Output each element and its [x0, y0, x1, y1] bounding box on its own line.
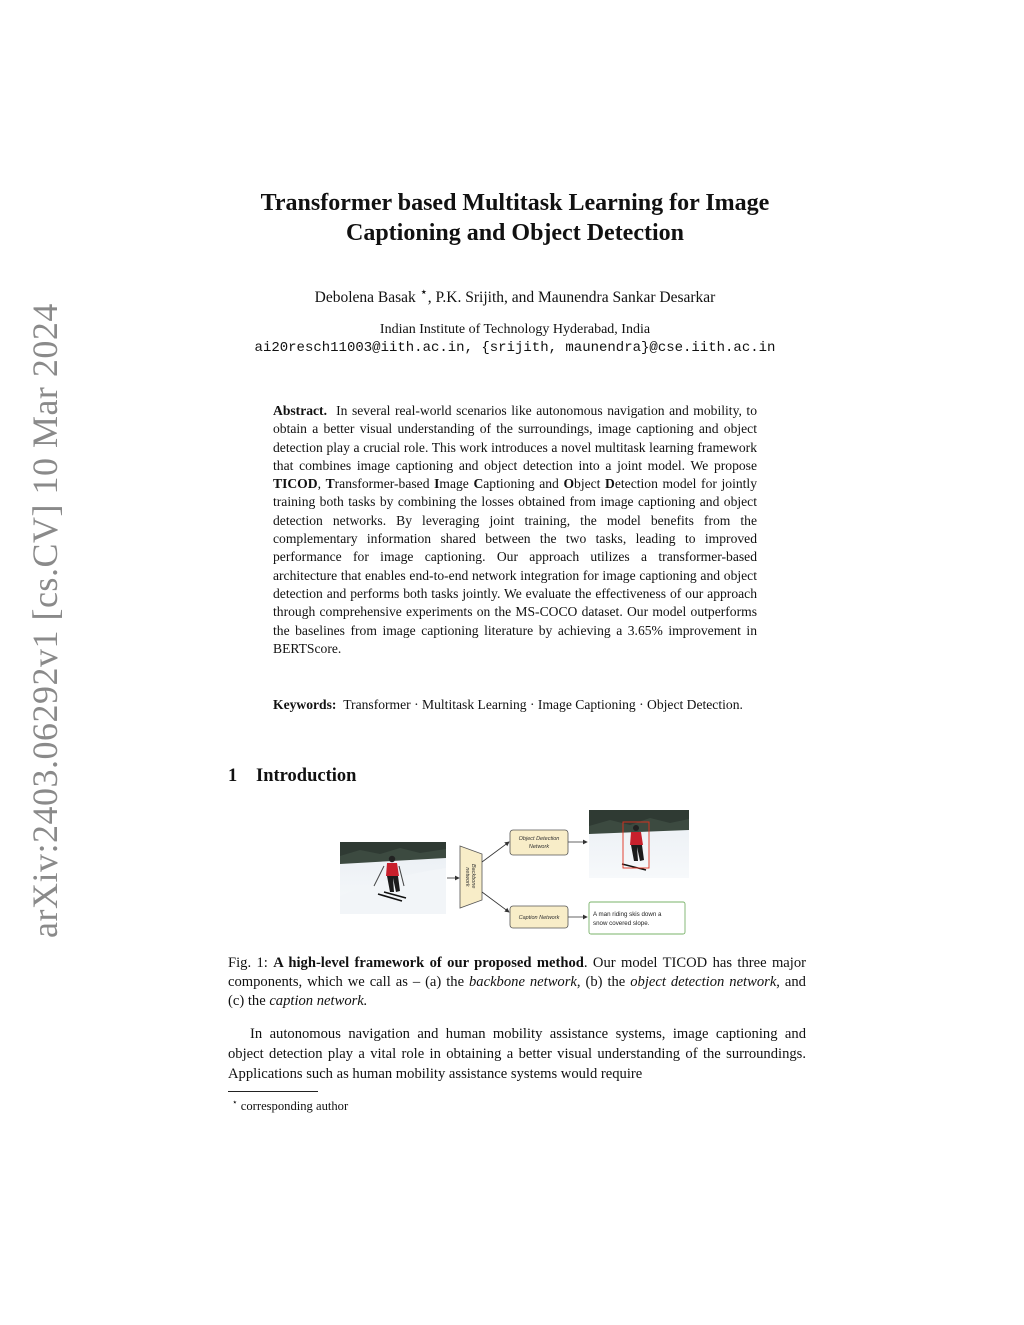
figure-caption-od: object detection network — [630, 974, 777, 990]
acronym-c: C — [473, 476, 484, 492]
acronym-i: I — [434, 476, 440, 492]
acronym-o: O — [563, 476, 575, 492]
title-line-2: Captioning and Object Detection — [346, 220, 684, 246]
corresponding-author-mark: ⋆ — [419, 284, 428, 299]
title-line-1: Transformer based Multitask Learning for Image — [260, 190, 770, 216]
other-authors: , P.K. Srijith, and Maunendra Sankar Desarkar — [427, 289, 716, 307]
figure-caption-text-2: , (b) the — [576, 974, 631, 990]
intro-paragraph: In autonomous navigation and human mobility assistance systems, image captioning and object detection play a vital role in obtaining a better visual understanding of the surroundings. Applications such as human mobility assistance systems would require — [228, 1026, 806, 1082]
ticod-name: TICOD — [273, 476, 318, 492]
abstract-sep: , — [317, 476, 326, 492]
abstract-text-2: etection model for jointly training both tasks by combining the losses obtained from image captioning and object detection networks. By leveraging joint training, the model benefits from the complementary information shared between the two tasks, leading to improved performance for image captioning. Our approach utilizes a transformer-based architecture that enables end-to-end network integration for image captioning and object detection and performs both tasks jointly. We evaluate the effectiveness of our approach through comprehensive experiments on the MS-COCO dataset. Our model outperforms the baselines from image captioning literature by achieving a 3.65% improvement in BERTScore. — [273, 476, 757, 656]
output-detection-image — [589, 810, 689, 878]
figure-caption-backbone: backbone network — [469, 974, 577, 990]
abstract-word-captioning: aptioning and — [483, 476, 564, 492]
framework-figure — [340, 806, 690, 942]
figure-label: Fig. 1: — [228, 955, 268, 971]
footnote — [232, 1097, 348, 1114]
abstract-word-image: mage — [439, 476, 474, 492]
footnote-mark: ⋆ — [232, 1097, 238, 1107]
output-caption-line-2: snow covered slope. — [593, 920, 650, 927]
acronym-t: T — [325, 476, 335, 492]
acronym-d: D — [605, 476, 615, 492]
affiliation: Indian Institute of Technology Hyderabad, India — [379, 322, 651, 337]
od-label-1: Object Detection — [518, 836, 560, 842]
od-label-2: Network — [528, 844, 550, 850]
section-number: 1 — [228, 766, 238, 786]
svg-text:Backbone network — [464, 864, 476, 890]
keywords-text: Transformer · Multitask Learning · Image Captioning · Object Detection. — [343, 697, 743, 712]
abstract-label: Abstract. — [273, 403, 327, 418]
abstract-word-transformer: ransformer-based — [334, 476, 435, 492]
author-list — [220, 284, 810, 307]
caption-network-label: Caption Network — [518, 915, 560, 921]
object-detection-network — [510, 830, 568, 855]
output-caption — [589, 902, 685, 934]
paper-title — [220, 188, 810, 248]
keywords — [273, 696, 757, 714]
footnote-rule — [228, 1091, 318, 1092]
first-author: Debolena Basak — [314, 289, 416, 307]
figure-caption-bold: A high-level framework of our proposed method — [273, 955, 584, 971]
caption-network — [510, 906, 568, 928]
section-title: Introduction — [256, 766, 357, 786]
section-heading — [228, 766, 356, 787]
affiliation-block — [200, 320, 830, 358]
arxiv-identifier: arXiv:2403.06292v1 [cs.CV] 10 Mar 2024 — [25, 303, 65, 938]
arrow-to-caption — [482, 892, 509, 912]
abstract-word-object: bject — [574, 476, 606, 492]
abstract — [273, 402, 757, 658]
author-emails: ai20resch11003@iith.ac.in, {srijith, maunendra}@cse.iith.ac.in — [254, 340, 776, 356]
keywords-label: Keywords: — [273, 697, 337, 712]
abstract-text-1: In several real-world scenarios like autonomous navigation and mobility, to obtain a better visual understanding of the surroundings, image captioning and object detection play a crucial role. This work introduces a novel multitask learning framework that combines image captioning and object detection into a joint model. We propose — [273, 403, 757, 473]
backbone-network — [460, 846, 482, 908]
output-caption-line-1: A man riding skis down a — [593, 911, 662, 918]
backbone-label-2: network — [464, 867, 470, 887]
backbone-label-1: Backbone — [470, 864, 476, 889]
footnote-text: corresponding author — [237, 1099, 349, 1114]
figure-caption-text-1: . Our model TICOD has three major components, which we call as – (a) the — [228, 955, 807, 990]
arrow-to-od — [482, 842, 509, 862]
figure-caption — [228, 954, 806, 1011]
figure-caption-caption-network: caption network. — [269, 993, 368, 1009]
input-skier-image — [340, 842, 446, 914]
figure-caption-text-3: , and (c) the — [228, 974, 806, 1009]
